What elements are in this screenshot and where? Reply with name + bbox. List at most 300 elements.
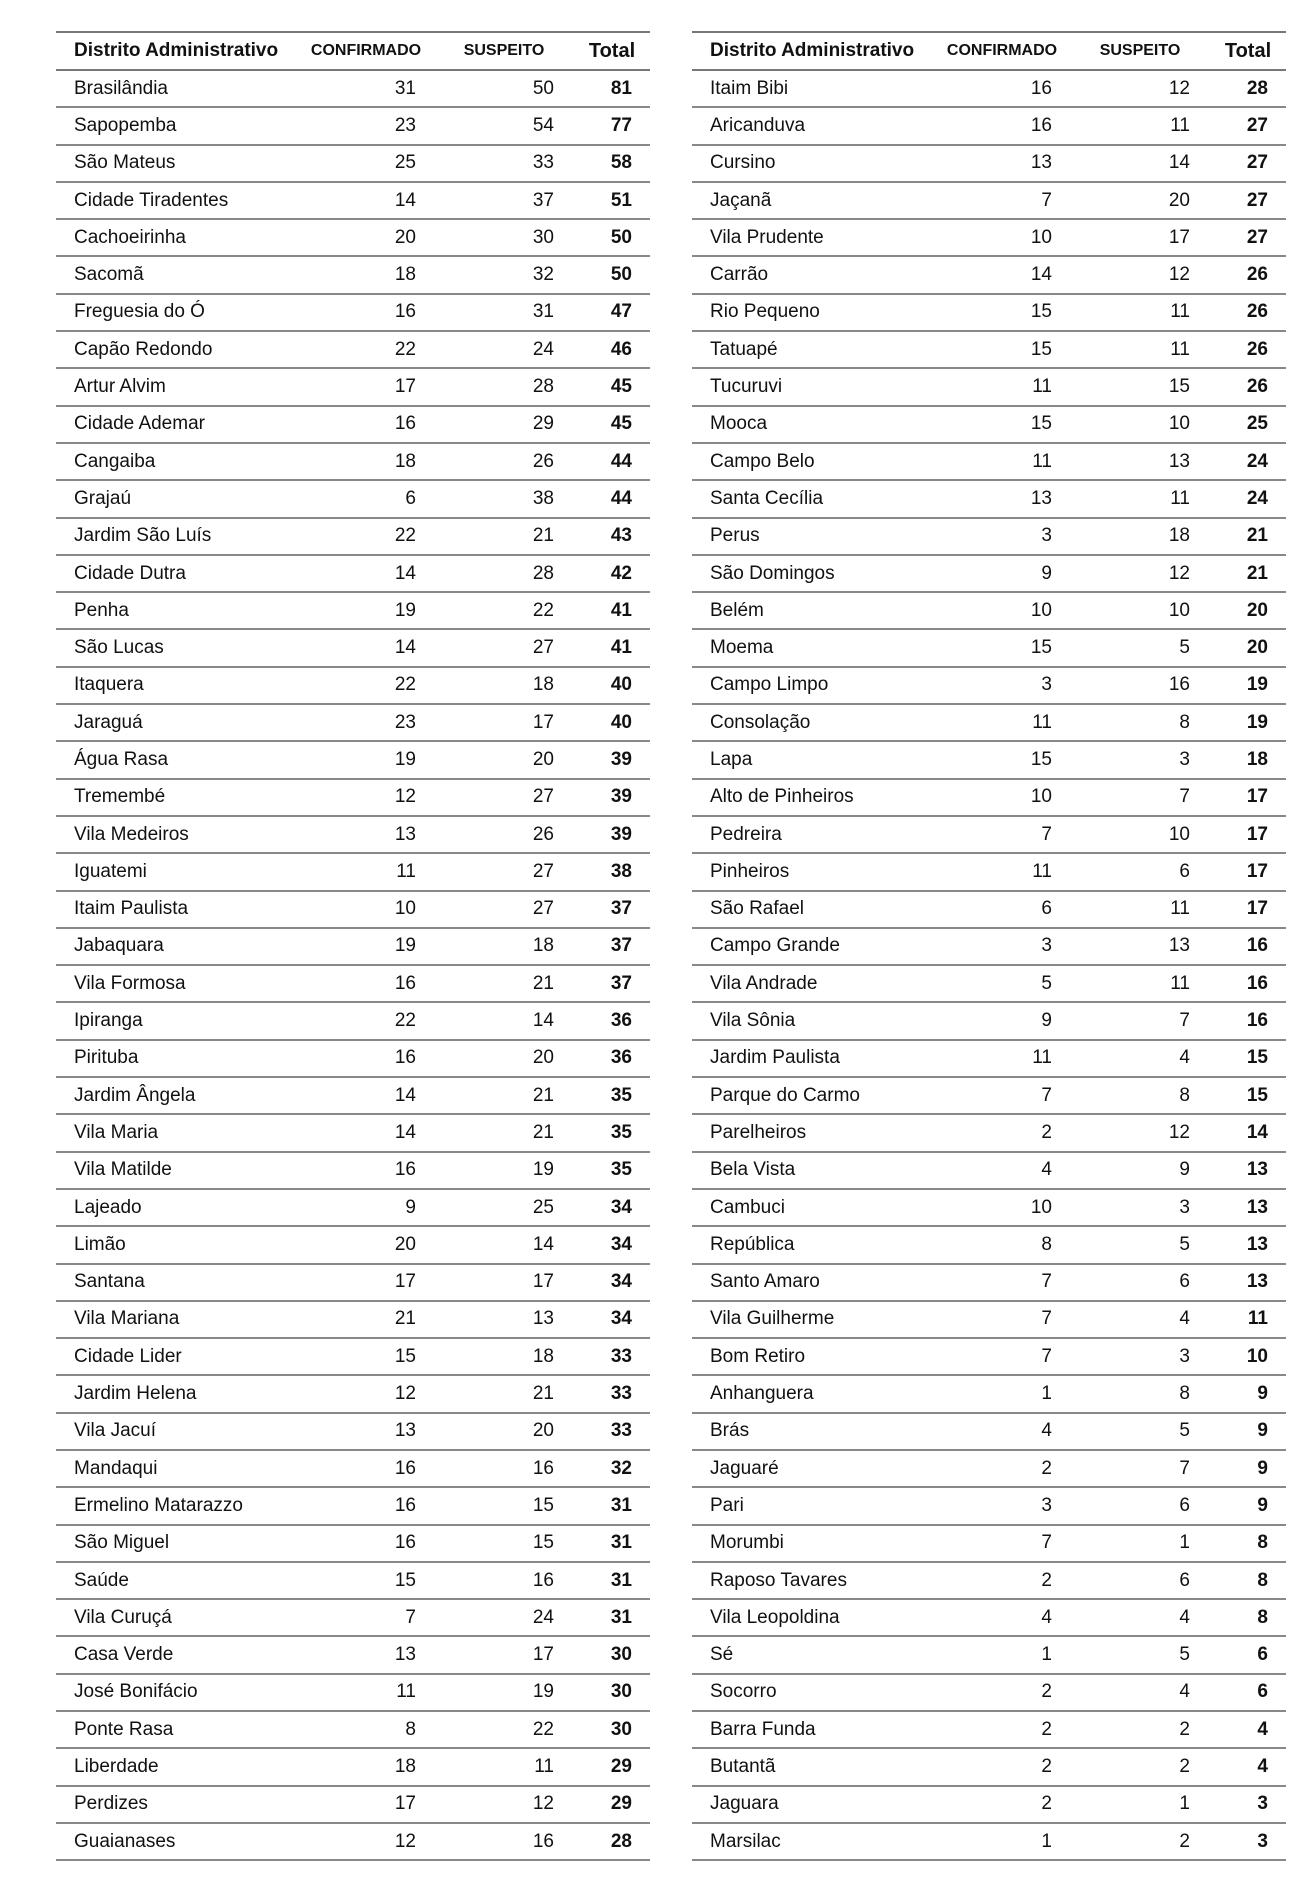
suspected-cell: 11 bbox=[1070, 294, 1210, 331]
total-cell: 30 bbox=[574, 1636, 650, 1673]
district-cell: Cidade Ademar bbox=[56, 406, 298, 443]
suspected-cell: 6 bbox=[1070, 1487, 1210, 1524]
header-total: Total bbox=[1210, 32, 1286, 70]
district-cell: Jardim Ângela bbox=[56, 1077, 298, 1114]
suspected-cell: 31 bbox=[434, 294, 574, 331]
suspected-cell: 28 bbox=[434, 555, 574, 592]
confirmed-cell: 7 bbox=[298, 1599, 434, 1636]
table-row bbox=[692, 1450, 1286, 1487]
table-row bbox=[56, 1114, 650, 1151]
header-suspected: SUSPEITO bbox=[434, 32, 574, 70]
total-cell: 11 bbox=[1210, 1301, 1286, 1338]
suspected-cell: 9 bbox=[1070, 1152, 1210, 1189]
total-cell: 6 bbox=[1210, 1636, 1286, 1673]
confirmed-cell: 4 bbox=[934, 1413, 1070, 1450]
suspected-cell: 22 bbox=[434, 1711, 574, 1748]
table-row bbox=[56, 1711, 650, 1748]
suspected-cell: 20 bbox=[434, 1413, 574, 1450]
table-row bbox=[56, 779, 650, 816]
suspected-cell: 18 bbox=[434, 1338, 574, 1375]
total-cell: 39 bbox=[574, 816, 650, 853]
suspected-cell: 11 bbox=[1070, 480, 1210, 517]
total-cell: 16 bbox=[1210, 965, 1286, 1002]
suspected-cell: 50 bbox=[434, 70, 574, 107]
district-cell: Jaguara bbox=[692, 1786, 934, 1823]
table-row bbox=[692, 741, 1286, 778]
district-cell: Vila Sônia bbox=[692, 1002, 934, 1039]
total-cell: 26 bbox=[1210, 294, 1286, 331]
table-row bbox=[56, 1338, 650, 1375]
confirmed-cell: 10 bbox=[934, 219, 1070, 256]
total-cell: 33 bbox=[574, 1413, 650, 1450]
table-row bbox=[692, 256, 1286, 293]
suspected-cell: 3 bbox=[1070, 741, 1210, 778]
table-row bbox=[56, 853, 650, 890]
table-row bbox=[692, 816, 1286, 853]
district-cell: Vila Guilherme bbox=[692, 1301, 934, 1338]
confirmed-cell: 23 bbox=[298, 107, 434, 144]
confirmed-cell: 8 bbox=[934, 1226, 1070, 1263]
total-cell: 8 bbox=[1210, 1525, 1286, 1562]
total-cell: 13 bbox=[1210, 1264, 1286, 1301]
table-body bbox=[56, 70, 650, 1860]
total-cell: 34 bbox=[574, 1189, 650, 1226]
confirmed-cell: 16 bbox=[934, 70, 1070, 107]
confirmed-cell: 7 bbox=[934, 1077, 1070, 1114]
district-cell: Casa Verde bbox=[56, 1636, 298, 1673]
confirmed-cell: 31 bbox=[298, 70, 434, 107]
suspected-cell: 2 bbox=[1070, 1711, 1210, 1748]
confirmed-cell: 12 bbox=[298, 779, 434, 816]
confirmed-cell: 2 bbox=[934, 1114, 1070, 1151]
confirmed-cell: 11 bbox=[934, 1040, 1070, 1077]
district-cell: Alto de Pinheiros bbox=[692, 779, 934, 816]
confirmed-cell: 16 bbox=[298, 965, 434, 1002]
confirmed-cell: 23 bbox=[298, 704, 434, 741]
district-cell: República bbox=[692, 1226, 934, 1263]
suspected-cell: 16 bbox=[434, 1562, 574, 1599]
table-row bbox=[56, 816, 650, 853]
suspected-cell: 21 bbox=[434, 518, 574, 555]
total-cell: 77 bbox=[574, 107, 650, 144]
confirmed-cell: 4 bbox=[934, 1599, 1070, 1636]
confirmed-cell: 16 bbox=[298, 1525, 434, 1562]
total-cell: 17 bbox=[1210, 853, 1286, 890]
table-row bbox=[56, 182, 650, 219]
confirmed-cell: 18 bbox=[298, 256, 434, 293]
confirmed-cell: 13 bbox=[934, 145, 1070, 182]
table-row bbox=[692, 518, 1286, 555]
confirmed-cell: 22 bbox=[298, 1002, 434, 1039]
total-cell: 40 bbox=[574, 667, 650, 704]
district-cell: Campo Grande bbox=[692, 928, 934, 965]
table-row bbox=[56, 1301, 650, 1338]
suspected-cell: 26 bbox=[434, 816, 574, 853]
district-cell: Pinheiros bbox=[692, 853, 934, 890]
confirmed-cell: 11 bbox=[934, 368, 1070, 405]
district-cell: Vila Medeiros bbox=[56, 816, 298, 853]
total-cell: 27 bbox=[1210, 145, 1286, 182]
district-cell: Carrão bbox=[692, 256, 934, 293]
suspected-cell: 22 bbox=[434, 592, 574, 629]
suspected-cell: 8 bbox=[1070, 1077, 1210, 1114]
confirmed-cell: 21 bbox=[298, 1301, 434, 1338]
suspected-cell: 10 bbox=[1070, 406, 1210, 443]
district-cell: Vila Andrade bbox=[692, 965, 934, 1002]
total-cell: 31 bbox=[574, 1525, 650, 1562]
suspected-cell: 21 bbox=[434, 1077, 574, 1114]
table-row bbox=[56, 107, 650, 144]
district-table-left bbox=[56, 31, 650, 1861]
table-row bbox=[692, 891, 1286, 928]
suspected-cell: 13 bbox=[1070, 928, 1210, 965]
table-row bbox=[692, 1636, 1286, 1673]
total-cell: 37 bbox=[574, 928, 650, 965]
confirmed-cell: 1 bbox=[934, 1636, 1070, 1673]
suspected-cell: 2 bbox=[1070, 1823, 1210, 1860]
total-cell: 9 bbox=[1210, 1413, 1286, 1450]
total-cell: 15 bbox=[1210, 1040, 1286, 1077]
suspected-cell: 11 bbox=[434, 1748, 574, 1785]
district-cell: Jaçanã bbox=[692, 182, 934, 219]
district-cell: Vila Matilde bbox=[56, 1152, 298, 1189]
table-row bbox=[56, 1450, 650, 1487]
district-table-right bbox=[692, 31, 1286, 1861]
total-cell: 30 bbox=[574, 1674, 650, 1711]
suspected-cell: 4 bbox=[1070, 1040, 1210, 1077]
total-cell: 44 bbox=[574, 443, 650, 480]
confirmed-cell: 3 bbox=[934, 518, 1070, 555]
table-row bbox=[56, 891, 650, 928]
district-cell: Sé bbox=[692, 1636, 934, 1673]
district-cell: São Mateus bbox=[56, 145, 298, 182]
district-cell: Anhanguera bbox=[692, 1375, 934, 1412]
total-cell: 37 bbox=[574, 965, 650, 1002]
confirmed-cell: 22 bbox=[298, 667, 434, 704]
total-cell: 45 bbox=[574, 406, 650, 443]
table-row bbox=[56, 145, 650, 182]
header-district: Distrito Administrativo bbox=[56, 32, 298, 70]
confirmed-cell: 15 bbox=[934, 406, 1070, 443]
suspected-cell: 37 bbox=[434, 182, 574, 219]
total-cell: 35 bbox=[574, 1152, 650, 1189]
confirmed-cell: 5 bbox=[934, 965, 1070, 1002]
suspected-cell: 18 bbox=[1070, 518, 1210, 555]
confirmed-cell: 11 bbox=[298, 1674, 434, 1711]
total-cell: 50 bbox=[574, 256, 650, 293]
confirmed-cell: 19 bbox=[298, 741, 434, 778]
confirmed-cell: 7 bbox=[934, 1301, 1070, 1338]
suspected-cell: 5 bbox=[1070, 629, 1210, 666]
table-row bbox=[692, 555, 1286, 592]
confirmed-cell: 16 bbox=[298, 1040, 434, 1077]
total-cell: 24 bbox=[1210, 443, 1286, 480]
table-row bbox=[692, 704, 1286, 741]
confirmed-cell: 2 bbox=[934, 1674, 1070, 1711]
suspected-cell: 15 bbox=[434, 1487, 574, 1524]
table-row bbox=[692, 1114, 1286, 1151]
total-cell: 3 bbox=[1210, 1786, 1286, 1823]
district-cell: Pirituba bbox=[56, 1040, 298, 1077]
suspected-cell: 11 bbox=[1070, 107, 1210, 144]
district-cell: Cursino bbox=[692, 145, 934, 182]
table-row bbox=[56, 1002, 650, 1039]
district-cell: Lajeado bbox=[56, 1189, 298, 1226]
suspected-cell: 11 bbox=[1070, 891, 1210, 928]
total-cell: 8 bbox=[1210, 1599, 1286, 1636]
suspected-cell: 1 bbox=[1070, 1786, 1210, 1823]
suspected-cell: 24 bbox=[434, 331, 574, 368]
confirmed-cell: 13 bbox=[298, 1413, 434, 1450]
confirmed-cell: 16 bbox=[934, 107, 1070, 144]
total-cell: 4 bbox=[1210, 1711, 1286, 1748]
suspected-cell: 12 bbox=[434, 1786, 574, 1823]
district-cell: Lapa bbox=[692, 741, 934, 778]
confirmed-cell: 11 bbox=[934, 704, 1070, 741]
confirmed-cell: 16 bbox=[298, 406, 434, 443]
table-row bbox=[692, 219, 1286, 256]
total-cell: 38 bbox=[574, 853, 650, 890]
total-cell: 26 bbox=[1210, 368, 1286, 405]
district-cell: Água Rasa bbox=[56, 741, 298, 778]
table-row bbox=[692, 592, 1286, 629]
table-row bbox=[692, 1413, 1286, 1450]
confirmed-cell: 13 bbox=[298, 1636, 434, 1673]
suspected-cell: 17 bbox=[434, 1636, 574, 1673]
confirmed-cell: 10 bbox=[934, 1189, 1070, 1226]
district-cell: Jardim São Luís bbox=[56, 518, 298, 555]
suspected-cell: 1 bbox=[1070, 1525, 1210, 1562]
total-cell: 28 bbox=[574, 1823, 650, 1860]
suspected-cell: 25 bbox=[434, 1189, 574, 1226]
suspected-cell: 24 bbox=[434, 1599, 574, 1636]
suspected-cell: 18 bbox=[434, 928, 574, 965]
confirmed-cell: 12 bbox=[298, 1823, 434, 1860]
confirmed-cell: 13 bbox=[934, 480, 1070, 517]
district-cell: Brasilândia bbox=[56, 70, 298, 107]
total-cell: 41 bbox=[574, 592, 650, 629]
suspected-cell: 29 bbox=[434, 406, 574, 443]
confirmed-cell: 7 bbox=[934, 1525, 1070, 1562]
suspected-cell: 8 bbox=[1070, 704, 1210, 741]
table-row bbox=[692, 1189, 1286, 1226]
total-cell: 17 bbox=[1210, 891, 1286, 928]
table-row bbox=[56, 1077, 650, 1114]
table-row bbox=[56, 1413, 650, 1450]
total-cell: 58 bbox=[574, 145, 650, 182]
district-cell: Perdizes bbox=[56, 1786, 298, 1823]
table-row bbox=[692, 1226, 1286, 1263]
table-row bbox=[692, 1375, 1286, 1412]
total-cell: 34 bbox=[574, 1264, 650, 1301]
confirmed-cell: 2 bbox=[934, 1711, 1070, 1748]
confirmed-cell: 7 bbox=[934, 182, 1070, 219]
total-cell: 13 bbox=[1210, 1189, 1286, 1226]
district-cell: Itaquera bbox=[56, 667, 298, 704]
total-cell: 30 bbox=[574, 1711, 650, 1748]
confirmed-cell: 22 bbox=[298, 331, 434, 368]
total-cell: 35 bbox=[574, 1114, 650, 1151]
confirmed-cell: 16 bbox=[298, 1152, 434, 1189]
suspected-cell: 27 bbox=[434, 891, 574, 928]
district-cell: Artur Alvim bbox=[56, 368, 298, 405]
total-cell: 36 bbox=[574, 1040, 650, 1077]
total-cell: 31 bbox=[574, 1599, 650, 1636]
district-cell: Morumbi bbox=[692, 1525, 934, 1562]
table-row bbox=[56, 1152, 650, 1189]
confirmed-cell: 19 bbox=[298, 928, 434, 965]
table-row bbox=[56, 704, 650, 741]
table-row bbox=[56, 518, 650, 555]
confirmed-cell: 9 bbox=[934, 555, 1070, 592]
district-cell: São Rafael bbox=[692, 891, 934, 928]
district-cell: Guaianases bbox=[56, 1823, 298, 1860]
confirmed-cell: 16 bbox=[298, 294, 434, 331]
suspected-cell: 16 bbox=[1070, 667, 1210, 704]
district-cell: Rio Pequeno bbox=[692, 294, 934, 331]
district-cell: Pedreira bbox=[692, 816, 934, 853]
district-cell: Vila Prudente bbox=[692, 219, 934, 256]
total-cell: 42 bbox=[574, 555, 650, 592]
district-cell: Saúde bbox=[56, 1562, 298, 1599]
district-cell: Santo Amaro bbox=[692, 1264, 934, 1301]
district-cell: Jardim Paulista bbox=[692, 1040, 934, 1077]
district-cell: Jabaquara bbox=[56, 928, 298, 965]
header-district: Distrito Administrativo bbox=[692, 32, 934, 70]
total-cell: 16 bbox=[1210, 928, 1286, 965]
table-row bbox=[692, 70, 1286, 107]
suspected-cell: 30 bbox=[434, 219, 574, 256]
total-cell: 81 bbox=[574, 70, 650, 107]
district-cell: Vila Curuçá bbox=[56, 1599, 298, 1636]
confirmed-cell: 22 bbox=[298, 518, 434, 555]
suspected-cell: 33 bbox=[434, 145, 574, 182]
confirmed-cell: 11 bbox=[934, 443, 1070, 480]
total-cell: 6 bbox=[1210, 1674, 1286, 1711]
district-cell: Campo Limpo bbox=[692, 667, 934, 704]
district-cell: Liberdade bbox=[56, 1748, 298, 1785]
suspected-cell: 3 bbox=[1070, 1338, 1210, 1375]
table-row bbox=[692, 1002, 1286, 1039]
district-cell: Vila Formosa bbox=[56, 965, 298, 1002]
suspected-cell: 16 bbox=[434, 1823, 574, 1860]
total-cell: 26 bbox=[1210, 256, 1286, 293]
confirmed-cell: 15 bbox=[934, 629, 1070, 666]
suspected-cell: 17 bbox=[1070, 219, 1210, 256]
suspected-cell: 54 bbox=[434, 107, 574, 144]
table-row bbox=[56, 331, 650, 368]
suspected-cell: 13 bbox=[434, 1301, 574, 1338]
table-row bbox=[692, 629, 1286, 666]
suspected-cell: 3 bbox=[1070, 1189, 1210, 1226]
total-cell: 4 bbox=[1210, 1748, 1286, 1785]
suspected-cell: 15 bbox=[1070, 368, 1210, 405]
table-row bbox=[692, 965, 1286, 1002]
table-row bbox=[692, 107, 1286, 144]
district-cell: Ponte Rasa bbox=[56, 1711, 298, 1748]
confirmed-cell: 2 bbox=[934, 1748, 1070, 1785]
total-cell: 36 bbox=[574, 1002, 650, 1039]
confirmed-cell: 3 bbox=[934, 1487, 1070, 1524]
table-row bbox=[692, 1748, 1286, 1785]
district-cell: Tremembé bbox=[56, 779, 298, 816]
table-row bbox=[56, 1823, 650, 1860]
confirmed-cell: 2 bbox=[934, 1786, 1070, 1823]
total-cell: 9 bbox=[1210, 1487, 1286, 1524]
table-row bbox=[56, 965, 650, 1002]
district-cell: Jaraguá bbox=[56, 704, 298, 741]
table-row bbox=[692, 145, 1286, 182]
confirmed-cell: 7 bbox=[934, 1338, 1070, 1375]
confirmed-cell: 4 bbox=[934, 1152, 1070, 1189]
confirmed-cell: 20 bbox=[298, 1226, 434, 1263]
table-row bbox=[692, 1487, 1286, 1524]
table-header-row bbox=[56, 32, 650, 70]
district-cell: São Lucas bbox=[56, 629, 298, 666]
total-cell: 37 bbox=[574, 891, 650, 928]
suspected-cell: 12 bbox=[1070, 70, 1210, 107]
district-cell: Aricanduva bbox=[692, 107, 934, 144]
table-row bbox=[56, 1748, 650, 1785]
confirmed-cell: 14 bbox=[298, 182, 434, 219]
total-cell: 21 bbox=[1210, 555, 1286, 592]
total-cell: 35 bbox=[574, 1077, 650, 1114]
district-cell: Santa Cecília bbox=[692, 480, 934, 517]
suspected-cell: 11 bbox=[1070, 331, 1210, 368]
district-cell: Cidade Tiradentes bbox=[56, 182, 298, 219]
suspected-cell: 18 bbox=[434, 667, 574, 704]
suspected-cell: 14 bbox=[434, 1002, 574, 1039]
district-cell: São Miguel bbox=[56, 1525, 298, 1562]
confirmed-cell: 15 bbox=[934, 741, 1070, 778]
confirmed-cell: 20 bbox=[298, 219, 434, 256]
total-cell: 10 bbox=[1210, 1338, 1286, 1375]
confirmed-cell: 14 bbox=[934, 256, 1070, 293]
table-row bbox=[56, 1562, 650, 1599]
district-cell: Parque do Carmo bbox=[692, 1077, 934, 1114]
district-cell: Sacomã bbox=[56, 256, 298, 293]
suspected-cell: 13 bbox=[1070, 443, 1210, 480]
suspected-cell: 5 bbox=[1070, 1226, 1210, 1263]
total-cell: 19 bbox=[1210, 704, 1286, 741]
confirmed-cell: 17 bbox=[298, 368, 434, 405]
table-row bbox=[692, 368, 1286, 405]
confirmed-cell: 18 bbox=[298, 1748, 434, 1785]
confirmed-cell: 10 bbox=[298, 891, 434, 928]
confirmed-cell: 15 bbox=[934, 294, 1070, 331]
suspected-cell: 26 bbox=[434, 443, 574, 480]
suspected-cell: 5 bbox=[1070, 1636, 1210, 1673]
suspected-cell: 10 bbox=[1070, 592, 1210, 629]
suspected-cell: 4 bbox=[1070, 1599, 1210, 1636]
suspected-cell: 6 bbox=[1070, 1562, 1210, 1599]
confirmed-cell: 3 bbox=[934, 928, 1070, 965]
confirmed-cell: 9 bbox=[934, 1002, 1070, 1039]
table-row bbox=[56, 1264, 650, 1301]
total-cell: 20 bbox=[1210, 629, 1286, 666]
total-cell: 47 bbox=[574, 294, 650, 331]
table-row bbox=[692, 294, 1286, 331]
district-cell: Cachoeirinha bbox=[56, 219, 298, 256]
total-cell: 40 bbox=[574, 704, 650, 741]
total-cell: 51 bbox=[574, 182, 650, 219]
district-cell: José Bonifácio bbox=[56, 1674, 298, 1711]
district-cell: Socorro bbox=[692, 1674, 934, 1711]
total-cell: 28 bbox=[1210, 70, 1286, 107]
confirmed-cell: 7 bbox=[934, 816, 1070, 853]
district-cell: Jardim Helena bbox=[56, 1375, 298, 1412]
suspected-cell: 15 bbox=[434, 1525, 574, 1562]
